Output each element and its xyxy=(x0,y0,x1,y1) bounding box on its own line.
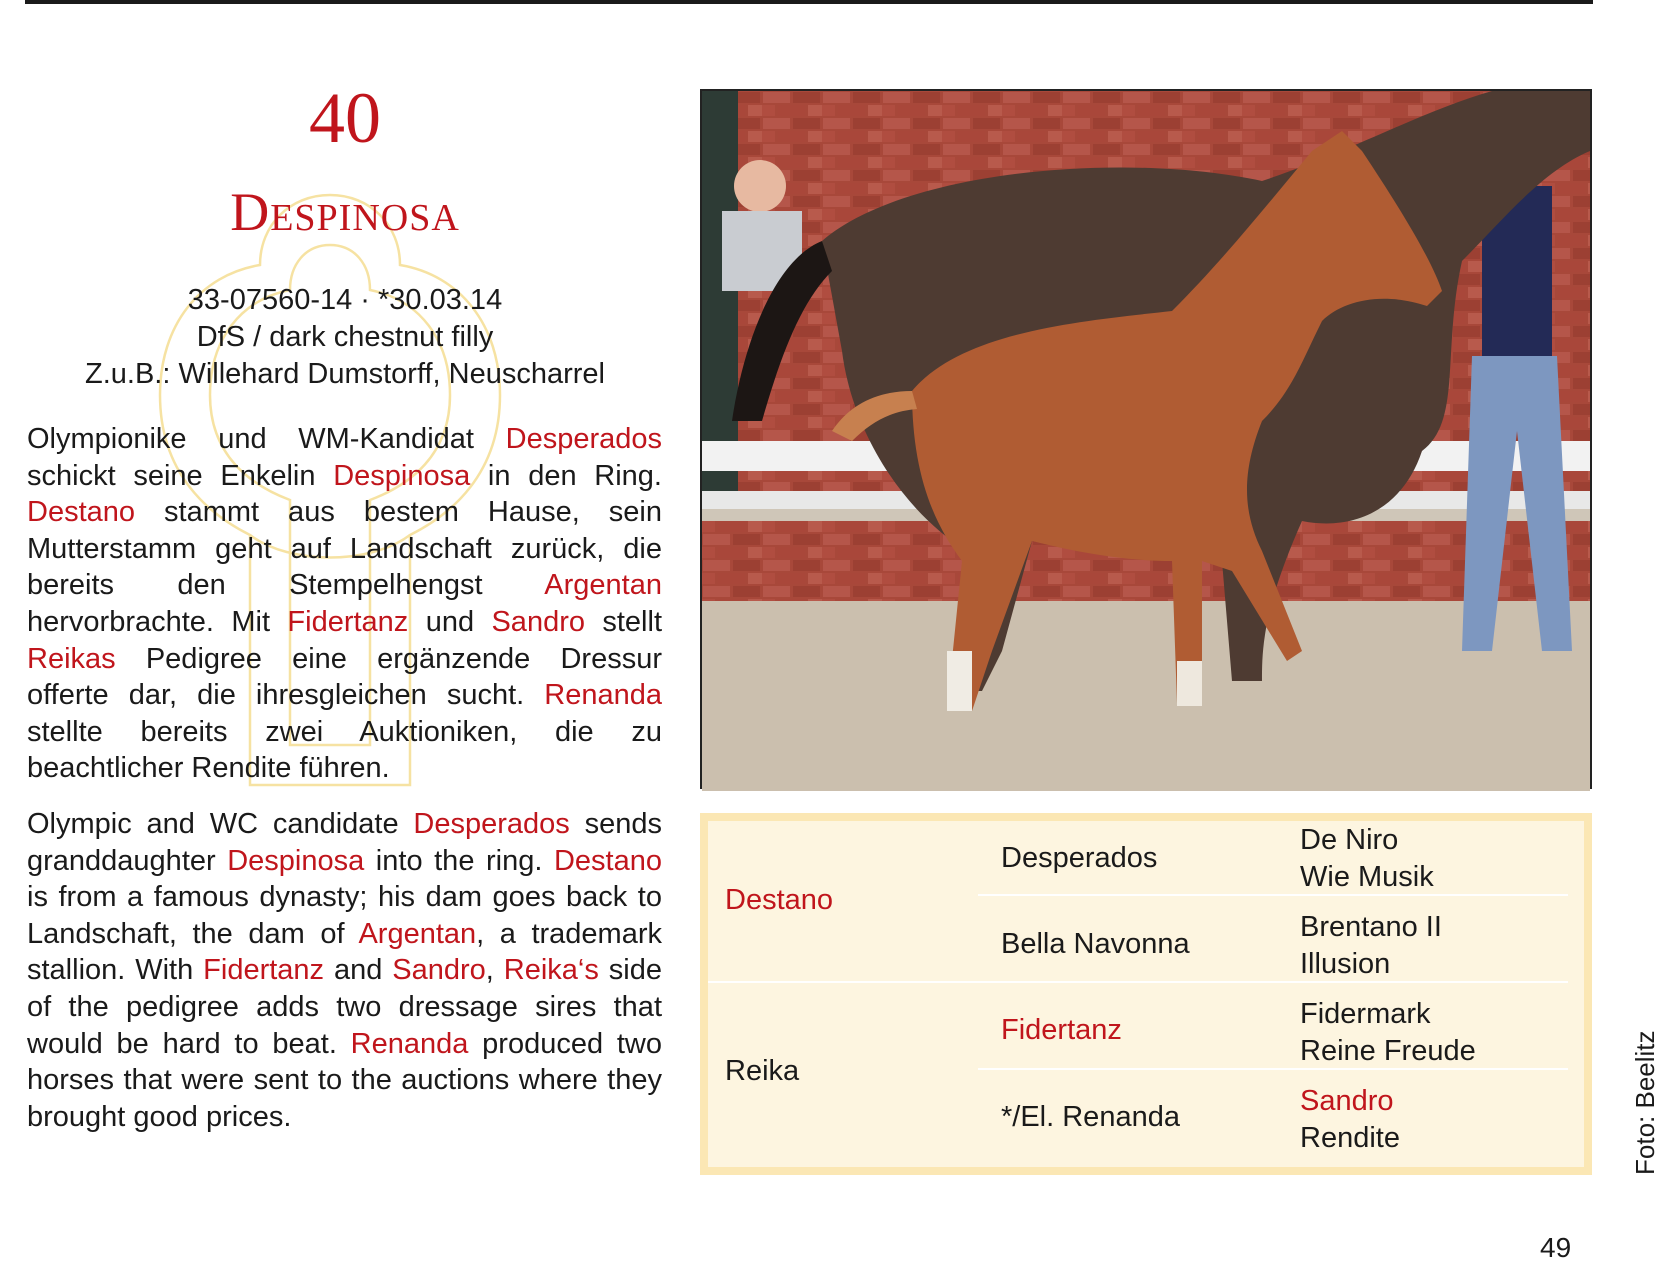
breed-and-color: DfS / dark chestnut filly xyxy=(196,321,494,353)
pedigree-ggp: Sandro xyxy=(1300,1085,1394,1117)
pedigree-sire-dam: Bella Navonna xyxy=(1001,928,1190,960)
pedigree-ggp: De Niro xyxy=(1300,824,1399,856)
pedigree-ggp: Reine Freude xyxy=(1300,1035,1476,1067)
lot-number: 40 xyxy=(309,78,381,158)
pedigree-sire: Destano xyxy=(725,884,834,916)
description-german: Olympionike und WM-Kandidat Desperados schickt seine Enkelin Despinosa in den Ring. Destano stammt aus bestem Hause, sein Mutterstamm geht auf Landschaft zurück, die bereits den Stempelhengst Argentan hervorbrachte. Mit Fidertanz und Sandro stellt Reikas Pedigree eine ergänzende Dressur offerte dar, die ihresgleichen sucht. Renanda stellte bereits zwei Auktioniken, die zu beachtlicher Rendite führen. xyxy=(27,423,662,785)
pedigree-dam: Reika xyxy=(725,1055,800,1087)
pedigree-dam-dam: */El. Renanda xyxy=(1001,1101,1180,1133)
sire-name: Desperados xyxy=(505,423,662,455)
page-number: 49 xyxy=(1540,1232,1572,1263)
damsire-ref: Fidertanz xyxy=(287,605,409,638)
breeder: Z.u.B.: Willehard Dumstorff, Neuscharrel xyxy=(84,358,606,390)
granddam-ref: Renanda xyxy=(350,1027,469,1060)
stallion-ref: Argentan xyxy=(358,917,477,950)
stallion-ref: Argentan xyxy=(544,569,662,602)
damsire-ref: Fidertanz xyxy=(203,954,325,987)
pedigree-divider xyxy=(978,1068,1568,1070)
pedigree-ggp: Rendite xyxy=(1300,1122,1400,1154)
pedigree-divider xyxy=(708,981,1568,983)
pedigree-ggp: Illusion xyxy=(1300,948,1391,980)
pedigree-divider xyxy=(978,894,1568,896)
dam-ref: Reikas xyxy=(27,642,116,675)
top-rule xyxy=(25,0,1593,4)
dam-ref: Reika‘s xyxy=(503,954,599,987)
sire-name: Desperados xyxy=(413,808,570,840)
stallion-ref: Sandro xyxy=(491,605,585,638)
registration-and-birthdate: 33-07560-14 · *30.03.14 xyxy=(187,284,503,316)
pedigree-table xyxy=(700,813,1592,1175)
horse-name-ref: Despinosa xyxy=(333,459,471,492)
sire-ref: Destano xyxy=(553,844,662,877)
stallion-ref: Sandro xyxy=(392,954,486,987)
pedigree-ggp: Wie Musik xyxy=(1300,861,1434,893)
pedigree-ggp: Fidermark xyxy=(1300,998,1431,1030)
description-english: Olympic and WC candidate Desperados sends granddaughter Despinosa into the ring. Destano is from a famous dynasty; his dam goes back to Landschaft, the dam of Argentan, a trademark stallion. With Fidertanz and Sandro, Reika‘s side of the pedigree adds two dressage sires that would be hard to beat. Renanda produced two horses that were sent to the auctions where they brought good prices. xyxy=(27,808,663,1133)
granddam-ref: Renanda xyxy=(544,679,662,712)
lot-meta xyxy=(25,282,665,393)
sire-ref: Destano xyxy=(27,496,136,529)
foal-and-mare-illustration xyxy=(702,91,1590,787)
pedigree-dam-sire: Fidertanz xyxy=(1001,1014,1122,1046)
photo-credit: Foto: Beelitz xyxy=(1630,1030,1660,1175)
horse-name-ref: Despinosa xyxy=(227,844,365,877)
horse-name: Despinosa xyxy=(230,182,460,242)
horse-photo xyxy=(700,89,1592,789)
pedigree-ggp: Brentano II xyxy=(1300,911,1442,943)
pedigree-sire-sire: Desperados xyxy=(1001,842,1158,874)
